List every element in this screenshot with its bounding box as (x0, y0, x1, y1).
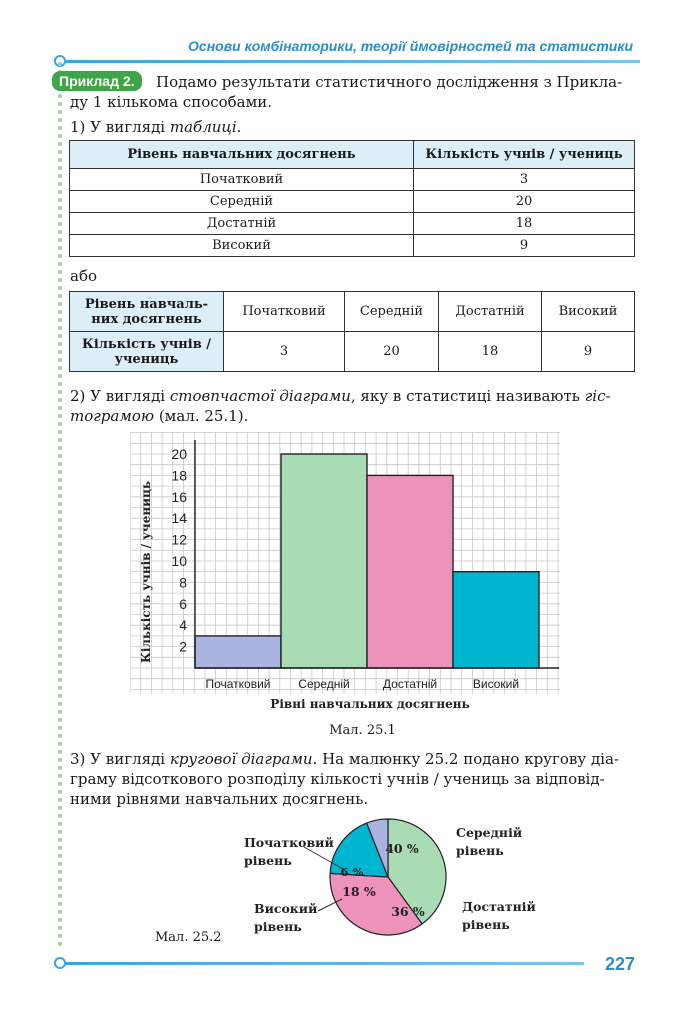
y-tick-label: 18 (171, 467, 187, 484)
header-rule (64, 60, 640, 63)
table2-header-level (70, 292, 224, 332)
section1-suffix: . (236, 118, 242, 136)
pie-label-dostatnii-l1: Достатній (462, 899, 536, 914)
histogram-bar (367, 475, 453, 668)
section2-italic2: гіс- (584, 387, 611, 405)
table1-cell: Середній (70, 191, 414, 213)
y-tick-label: 20 (171, 446, 187, 462)
section2-line1 (70, 386, 634, 406)
table2-header-level-l1: Рівень навчаль- (84, 296, 209, 312)
table2-level: Достатній (439, 292, 542, 332)
x-tick-label: Середній (298, 677, 350, 691)
table1-cell: Достатній (70, 213, 414, 235)
table2-count: 9 (542, 332, 635, 372)
y-tick-label: 8 (179, 574, 187, 591)
section2-italic3: тограмою (70, 407, 155, 425)
section2-suffix: (мал. 25.1). (154, 407, 249, 425)
section3-italic: кругової діаграми (169, 750, 313, 768)
section2-prefix: 2) У вигляді (70, 387, 170, 405)
histogram-bar (453, 572, 539, 668)
section3-line3: ними рівнями навчальних досягнень. (70, 790, 369, 808)
histogram-bar (195, 636, 281, 668)
section1-heading (70, 117, 241, 137)
pie-label-dostatnii-l2: рівень (462, 917, 510, 932)
table-horizontal (69, 291, 635, 372)
or-text: або (70, 267, 98, 285)
table-row (70, 191, 635, 213)
chart-x-axis-label: Рівні навчальних досягнень (270, 697, 470, 711)
table2-level: Середній (345, 292, 439, 332)
section3-suffix: . На малюнку 25.2 подано кругову діа- (312, 750, 619, 768)
section3-line1 (70, 749, 634, 769)
table-row (70, 213, 635, 235)
pie-pct-vysokyi: 18 % (342, 884, 376, 899)
pie-label-vysokyi-l1: Високий (254, 901, 318, 916)
figure-caption-25-2: Мал. 25.2 (155, 930, 222, 945)
figure-caption-25-1: Мал. 25.1 (329, 723, 396, 738)
y-tick-label: 12 (171, 531, 187, 548)
table1-cell: Початковий (70, 169, 414, 191)
section1-prefix: 1) У вигляді (70, 118, 170, 136)
y-tick-label: 6 (179, 595, 187, 612)
y-tick-label: 14 (171, 510, 187, 527)
y-tick-label: 2 (179, 638, 187, 655)
table2-count: 3 (224, 332, 345, 372)
table2-header-count (70, 332, 224, 372)
section2-mid: , яку в статистиці називають (350, 387, 585, 405)
table-row (70, 235, 635, 257)
x-tick-label: Початковий (205, 677, 271, 691)
pie-label-serednii-l2: рівень (456, 843, 504, 858)
pie-label-vysokyi-l2: рівень (254, 919, 302, 934)
table-vertical (69, 140, 635, 257)
table1-header-count: Кількість учнів / учениць (414, 141, 635, 169)
table1-cell: Високий (70, 235, 414, 257)
example-badge: Приклад 2. (52, 71, 142, 91)
pie-label-pochatkovyi-l1: Початковий (244, 835, 334, 850)
section3-line2: граму відсоткового розподілу кількості учнів / учениць за відповід- (70, 770, 605, 788)
table2-level: Високий (542, 292, 635, 332)
table2-level: Початковий (224, 292, 345, 332)
table1-cell: 9 (414, 235, 635, 257)
pie-label-serednii-l1: Середній (456, 825, 523, 840)
pie-label-pochatkovyi-l2: рівень (244, 853, 292, 868)
section2-line2 (70, 406, 248, 426)
table2-count: 18 (439, 332, 542, 372)
section3-prefix: 3) У вигляді (70, 750, 170, 768)
histogram-bar (281, 454, 367, 668)
example-intro-line1: Подамо результати статистичного дослідження з Прикла- (156, 73, 623, 91)
running-header: Основи комбінаторики, теорії ймовірностей та статистики (188, 38, 633, 54)
x-tick-label: Високий (472, 677, 520, 691)
pie-chart (230, 815, 550, 945)
table1-cell: 3 (414, 169, 635, 191)
pie-pct-dostatnii: 36 % (391, 904, 425, 919)
pie-pct-pochatkovyi: 6 % (340, 865, 364, 879)
table1-header-level: Рівень навчальних досягнень (70, 141, 414, 169)
footer-rule (64, 962, 584, 965)
y-tick-label: 10 (171, 553, 187, 569)
x-tick-label: Достатній (382, 677, 438, 691)
pie-pct-serednii: 40 % (385, 841, 419, 856)
section2-italic: стовпчастої діаграми (169, 387, 351, 405)
chart-y-axis-label: Кількість учнів / учениць (139, 480, 153, 664)
y-tick-label: 4 (179, 617, 187, 634)
y-tick-label: 16 (171, 488, 187, 505)
table-row (70, 169, 635, 191)
table2-header-count-l2: учениць (114, 351, 179, 367)
margin-dots (58, 62, 62, 947)
histogram-chart (130, 432, 560, 714)
section1-italic: таблиці (169, 118, 237, 136)
table2-header-level-l2: них досягнень (91, 311, 202, 327)
table1-cell: 18 (414, 213, 635, 235)
table2-header-count-l1: Кількість учнів / (82, 336, 211, 352)
example-intro-line2: ду 1 кількома способами. (70, 93, 273, 111)
table2-count: 20 (345, 332, 439, 372)
page-number: 227 (604, 954, 635, 974)
table1-cell: 20 (414, 191, 635, 213)
